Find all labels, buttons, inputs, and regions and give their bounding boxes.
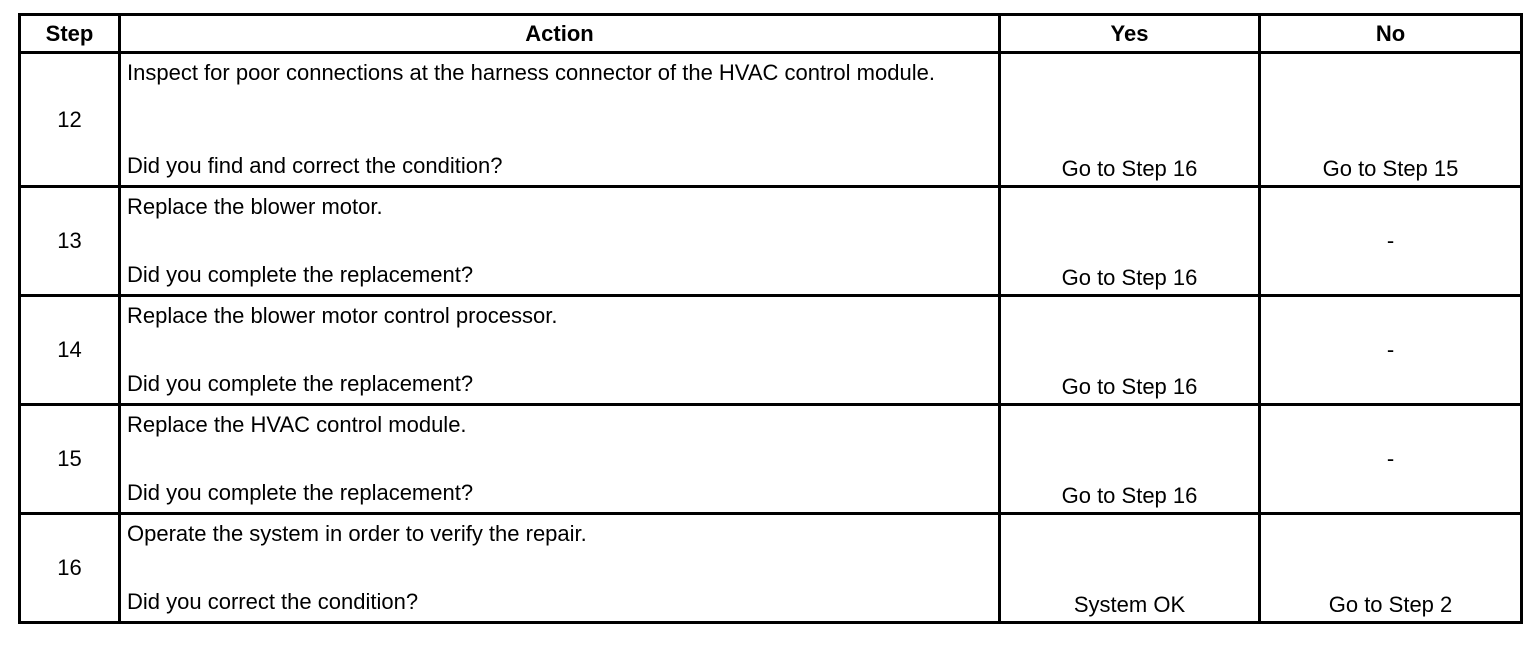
table-row [20,296,1522,405]
table-row [20,514,1522,623]
no-result: - [1260,187,1522,296]
header-step: Step [20,15,120,53]
action-cell [120,187,1000,296]
yes-result: Go to Step 16 [1000,296,1260,405]
header-yes: Yes [1000,15,1260,53]
action-instruction: Replace the HVAC control module. [127,412,467,437]
table-header-row [20,15,1522,53]
action-question: Did you find and correct the condition? [127,153,503,178]
header-action: Action [120,15,1000,53]
action-question: Did you complete the replacement? [127,262,474,287]
action-question: Did you complete the replacement? [127,371,474,396]
step-number: 16 [20,514,120,623]
no-result: Go to Step 15 [1260,53,1522,187]
step-number: 15 [20,405,120,514]
step-number: 14 [20,296,120,405]
step-number: 13 [20,187,120,296]
diagnostic-table-container [18,13,1520,624]
action-instruction: Inspect for poor connections at the harness connector of the HVAC control module. [127,60,935,85]
action-question: Did you complete the replacement? [127,480,474,505]
step-number: 12 [20,53,120,187]
action-cell [120,405,1000,514]
action-instruction: Replace the blower motor. [127,194,383,219]
yes-result: Go to Step 16 [1000,187,1260,296]
table-row [20,187,1522,296]
action-instruction: Replace the blower motor control processor. [127,303,558,328]
no-result: - [1260,405,1522,514]
yes-result: Go to Step 16 [1000,53,1260,187]
action-cell [120,514,1000,623]
header-no: No [1260,15,1522,53]
yes-result: System OK [1000,514,1260,623]
table-row [20,53,1522,187]
yes-result: Go to Step 16 [1000,405,1260,514]
action-cell [120,296,1000,405]
no-result: Go to Step 2 [1260,514,1522,623]
action-instruction: Operate the system in order to verify the repair. [127,521,587,546]
action-cell [120,53,1000,187]
diagnostic-steps-table [18,13,1523,624]
no-result: - [1260,296,1522,405]
action-question: Did you correct the condition? [127,589,419,614]
table-row [20,405,1522,514]
